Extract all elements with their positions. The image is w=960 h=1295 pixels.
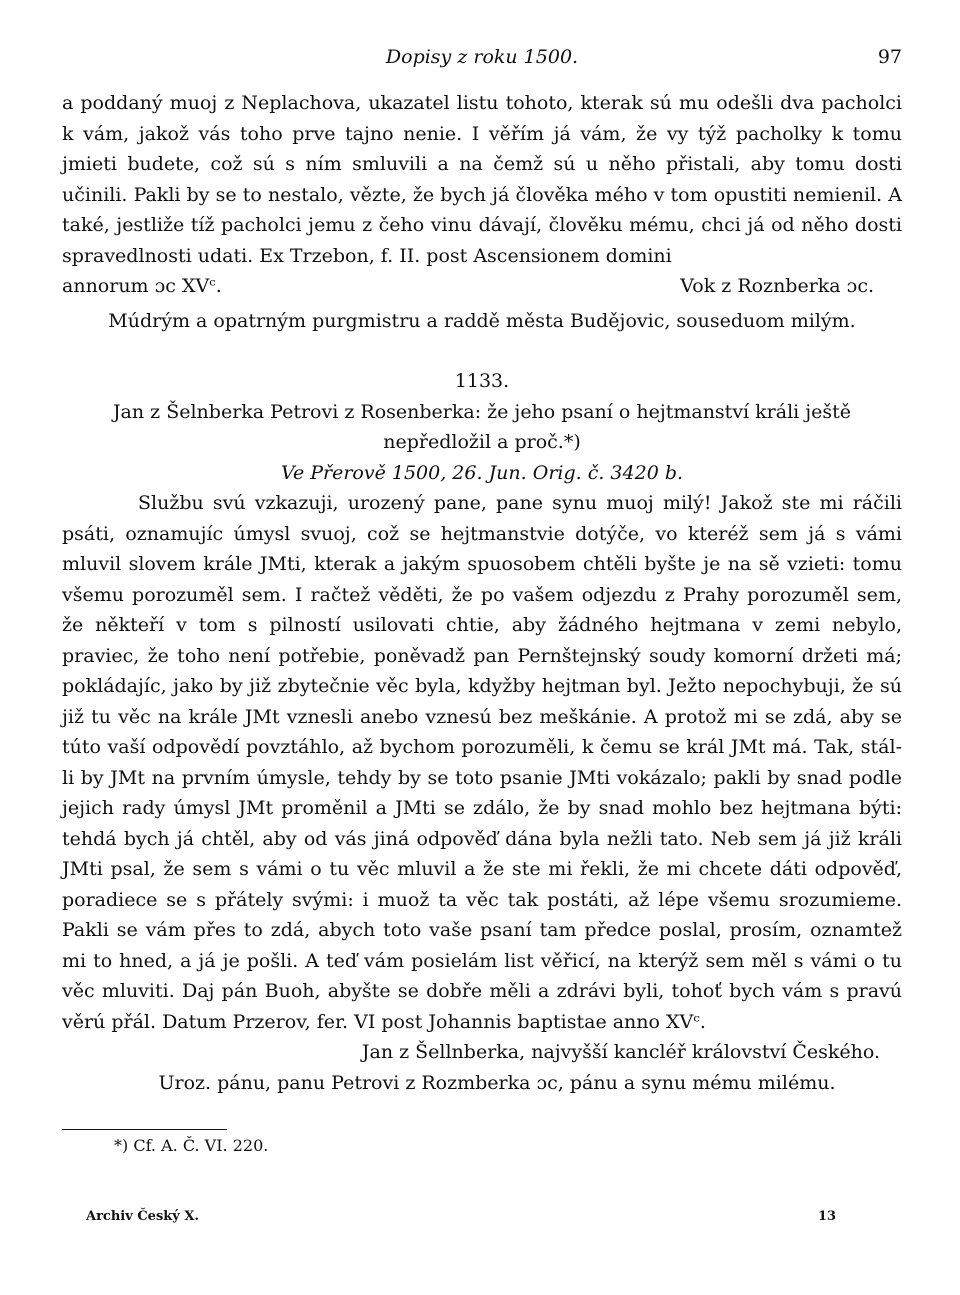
letter-body: a poddaný muoj z Neplachova, ukazatel listu tohoto, kterak sú mu odešli dva pacholci k vám, jakož vás toho prve tajno nenie. I věřím já vám, že vy týž pacholky k tomu jmieti budete, což sú s ním smluvili a na čemž sú u něho přistali, aby tomu dosti učinili. Pakli by se to nestalo, vězte, že bych já člověka mého v tom opustiti nemienil. A také, jestliže tíž pacholci jemu z čeho vinu dávají, člověku mému, chci já od něho dosti spravedlnosti udati. Ex Trzebon, f. II. post Ascensionem domini [62, 92, 902, 267]
letter-1133 [62, 366, 902, 1098]
document-regest: Jan z Šelnberka Petrovi z Rosenberka: že jeho psaní o hejtmanství králi ještě nepředložil a proč.*) [112, 400, 852, 453]
letter-date: annorum ɔc XVᶜ. [62, 275, 222, 297]
page-number: 97 [877, 46, 902, 68]
letter-signature: Jan z Šellnberka, najvyšší kancléř království Českého. [361, 1041, 880, 1063]
sheet-number: 13 [818, 1209, 837, 1224]
page-header [62, 46, 902, 70]
document-source: Ve Přerově 1500, 26. Jun. Orig. č. 3420 b. [280, 461, 684, 484]
footnote: *) Cf. A. Č. VI. 220. [114, 1136, 269, 1155]
date-signature-line [62, 271, 902, 302]
footnote-rule [62, 1129, 227, 1130]
letter-body: Službu svú vzkazuji, urozený pane, pane synu muoj milý! Jakož ste mi ráčili psáti, oznamujíc úmysl svuoj, což se hejtmanstvie dotýče, vo kteréž sem já s vámi mluvil slovem krále JMti, kterak a jakým spuosobem chtěli byšte je na sě vzieti: tomu všemu porozuměl sem. I račtež věděti, že po vašem odjezdu z Prahy porozuměl sem, že někteří v tom s pilností usilovati chtie, aby žádného hejtmana v zemi nebylo, praviec, že toho není potřebie, poněvadž pan Pernštejnský soudy komorní držeti má; pokládajíc, jako by již zbytečnie věc byla, kdyžby hejtman byl. Ježto nepochybuji, že sú již tu věc na krále JMt vznesli anebo vznesú bez meškánie. A protož mi se zdá, aby se túto vaší odpovědí povztáhlo, až bychom porozuměli, k čemu se král JMt má. Tak, stál-li by JMt na prvním úmysle, tehdy by se toto psanie JMti vokázalo; pakli by snad podle jejich rady úmysl JMt proměnil a JMti se zdálo, že by snad mohlo bez hejtmana býti: tehdá bych já chtěl, aby od vás jiná odpověď dána byla nežli tato. Neb sem já již králi JMti psal, že sem s vámi o tu věc mluvil a že ste mi řekli, že mi chcete dáti odpověď, poradiece se s přátely svými: i muož ta věc tak postáti, až lépe všemu srozumieme. Pakli se vám přes to zdá, abych toto vaše psaní tam předce poslal, prosím, oznamtež mi to hned, a já je pošli. A teď vám posielám list věřicí, na kterýž sem měl s vámi o tu věc mluviti. Daj pán Buoh, abyšte se dobře měli a zdrávi byli, tohoť bych vám s pravú věrú přál. Datum Przerov, fer. VI post Johannis baptistae anno XVᶜ. [62, 492, 902, 1033]
letter-address: Uroz. pánu, panu Petrovi z Rozmberka ɔc, pánu a synu mému milému. [158, 1071, 836, 1094]
document-number: 1133. [454, 370, 510, 392]
letter-1132-continuation [62, 88, 902, 336]
signature-mark: Archiv Český X. [86, 1209, 199, 1224]
letter-signature: Vok z Roznberka ɔc. [680, 275, 874, 297]
letter-address: Múdrým a opatrným purgmistru a raddě města Budějovic, souseduom milým. [108, 309, 856, 332]
running-title: Dopisy z roku 1500. [385, 46, 579, 68]
